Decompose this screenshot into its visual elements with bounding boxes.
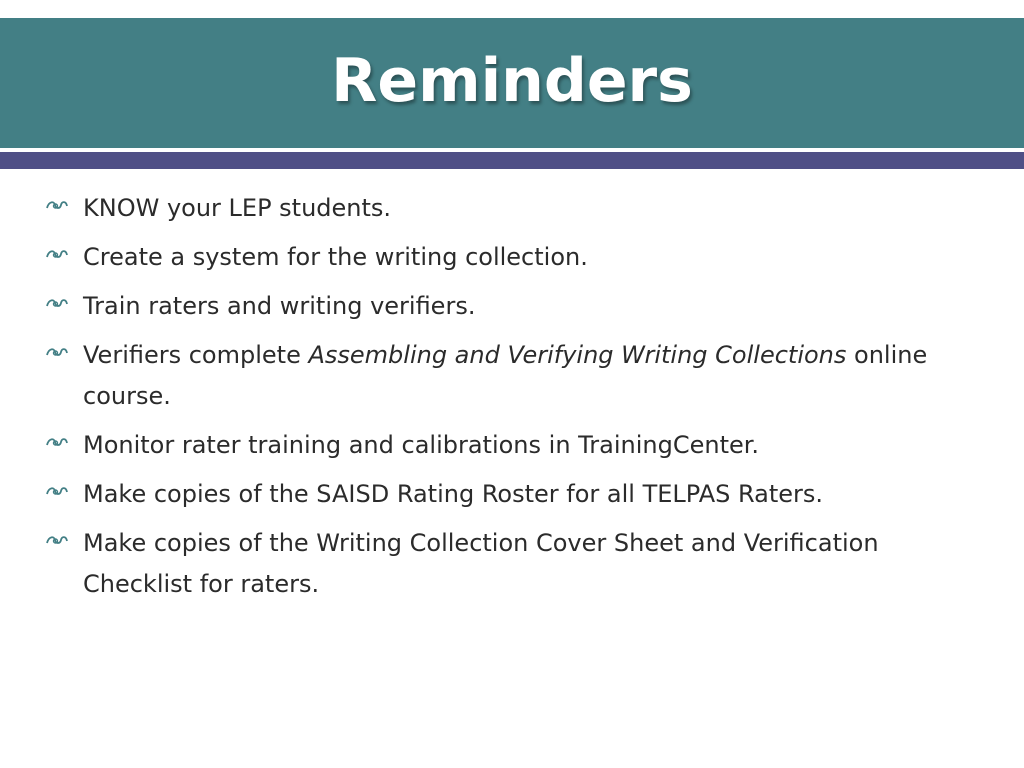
curl-bullet-icon: [46, 345, 68, 359]
curl-bullet-icon: [46, 198, 68, 212]
slide-title: Reminders: [331, 46, 693, 116]
bullet-item: [46, 425, 976, 466]
curl-bullet-icon: [46, 435, 68, 449]
curl-bullet-icon: [46, 247, 68, 261]
bullet-text: Create a system for the writing collection.: [83, 243, 588, 271]
bullet-text: Make copies of the Writing Collection Cover Sheet and Verification Checklist for raters.: [83, 529, 879, 598]
curl-bullet-icon: [46, 533, 68, 547]
bullet-item: [46, 188, 976, 229]
accent-bar: [0, 152, 1024, 169]
bullet-item: [46, 335, 976, 417]
bullet-text: Monitor rater training and calibrations in TrainingCenter.: [83, 431, 760, 459]
bullet-item: [46, 237, 976, 278]
bullet-text: Train raters and writing verifiers.: [83, 292, 476, 320]
bullet-item: [46, 523, 976, 605]
bullet-list: [46, 188, 976, 613]
bullet-item: [46, 286, 976, 327]
bullet-text: Make copies of the SAISD Rating Roster for all TELPAS Raters.: [83, 480, 824, 508]
title-band: [0, 18, 1024, 148]
bullet-text-before: Verifiers complete: [83, 341, 309, 369]
course-title: Assembling and Verifying Writing Collections: [308, 341, 847, 369]
bullet-item: [46, 474, 976, 515]
curl-bullet-icon: [46, 296, 68, 310]
bullet-text: KNOW your LEP students.: [83, 194, 392, 222]
bullet-text-after: online course.: [83, 341, 928, 410]
curl-bullet-icon: [46, 484, 68, 498]
